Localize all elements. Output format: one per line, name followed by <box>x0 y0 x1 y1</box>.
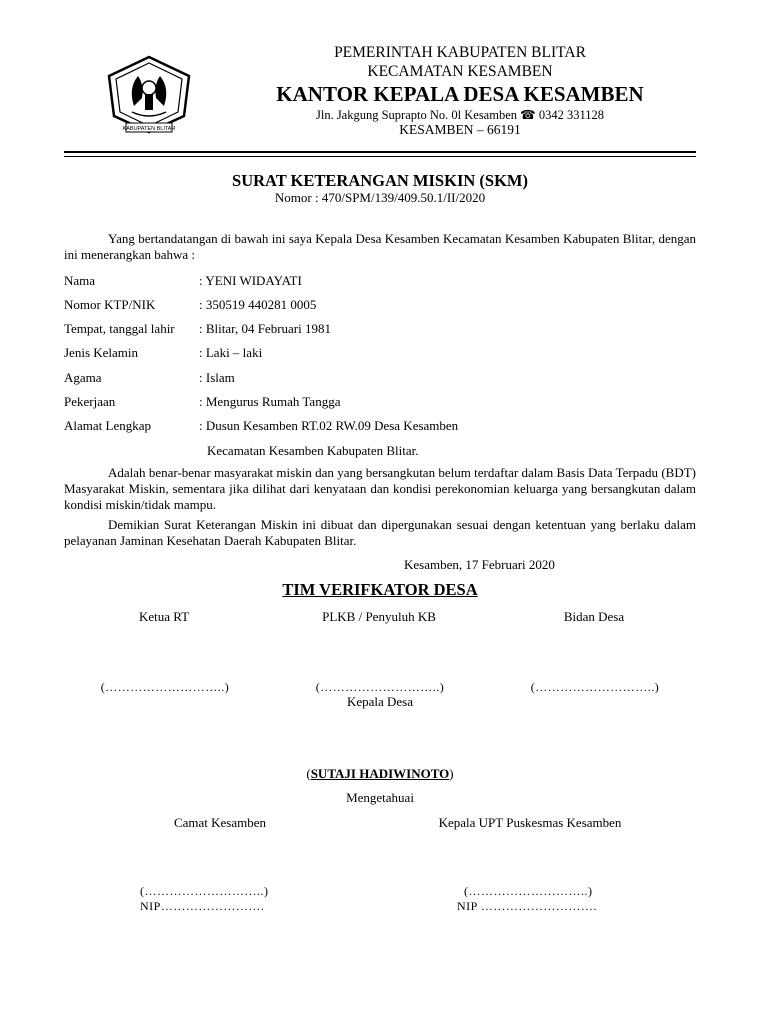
header-government: PEMERINTAH KABUPATEN BLITAR <box>334 44 586 61</box>
field-label-pekerjaan: Pekerjaan <box>64 394 116 409</box>
field-value-pekerjaan: : Mengurus Rumah Tangga <box>199 394 341 409</box>
letter-body-2: Demikian Surat Keterangan Miskin ini dibuat dan dipergunakan sesuai dengan ketentuan yang berlaku dalam pelayanan Jaminan Kesehatan Daerah Kabupaten Blitar. <box>64 517 696 548</box>
field-label-nik: Nomor KTP/NIK <box>64 297 156 312</box>
signature-bidan-desa: (………………………..) <box>530 680 660 694</box>
kepala-desa-name: (SUTAJI HADIWINOTO) <box>306 766 454 781</box>
field-value-alamat-cont: Kecamatan Kesamben Kabupaten Blitar. <box>207 443 419 458</box>
verifikator-title: TIM VERIFKATOR DESA <box>282 580 478 599</box>
header-address: Jln. Jakgung Suprapto No. 0l Kesamben ☎ 0342 331128 <box>315 108 604 122</box>
label-ketua-rt: Ketua RT <box>138 609 190 624</box>
label-plkb: PLKB / Penyuluh KB <box>322 609 436 624</box>
header-rule-thick <box>64 151 696 153</box>
nip-kepala-puskesmas: NIP ………………………. <box>457 899 597 913</box>
field-label-alamat: Alamat Lengkap <box>64 418 151 433</box>
label-camat: Camat Kesamben <box>173 815 267 830</box>
field-label-nama: Nama <box>64 273 96 288</box>
header-office: KANTOR KEPALA DESA KESAMBEN <box>276 82 644 106</box>
letter-intro: Yang bertandatangan di bawah ini saya Kepala Desa Kesamben Kecamatan Kesamben Kabupaten Blitar, dengan ini menerangkan bahwa : <box>64 231 696 262</box>
field-value-gender: : Laki – laki <box>199 345 263 360</box>
field-value-agama: : Islam <box>199 370 235 385</box>
field-label-agama: Agama <box>64 370 102 385</box>
field-label-ttl: Tempat, tanggal lahir <box>64 321 175 336</box>
header-district: KECAMATAN KESAMBEN <box>367 63 553 80</box>
signature-kepala-puskesmas: (………………………..) <box>464 884 593 898</box>
label-bidan-desa: Bidan Desa <box>563 609 625 624</box>
letter-number: Nomor : 470/SPM/139/409.50.1/II/2020 <box>274 190 486 205</box>
header-city-zip: KESAMBEN – 66191 <box>399 122 521 137</box>
kabupaten-blitar-logo <box>104 54 194 138</box>
signature-ketua-rt: (………………………..) <box>100 680 230 694</box>
label-kepala-desa: Kepala Desa <box>346 694 414 709</box>
label-mengetahui: Mengetahuai <box>346 790 414 805</box>
field-value-nama: : YENI WIDAYATI <box>199 273 302 288</box>
letter-body-1: Adalah benar-benar masyarakat miskin dan yang bersangkutan belum terdaftar dalam Basis Data Terpadu (BDT) Masyarakat Miskin, sementara jika dilihat dari kenyataan dan kondisi perekonomian keluarga yang bersangkutan dalam kondisi miskin/tidak mampu. <box>64 465 696 512</box>
label-kepala-puskesmas: Kepala UPT Puskesmas Kesamben <box>438 815 622 830</box>
svg-text:KABUPATEN BLITAR: KABUPATEN BLITAR <box>122 126 176 132</box>
field-value-nik: : 350519 440281 0005 <box>199 297 317 312</box>
header-rule-thin <box>64 156 696 157</box>
signature-camat: (………………………..) <box>140 884 269 898</box>
field-label-gender: Jenis Kelamin <box>64 345 139 360</box>
nip-camat: NIP……………………. <box>140 899 265 913</box>
field-value-ttl: : Blitar, 04 Februari 1981 <box>199 321 331 336</box>
signature-plkb: (………………………..) <box>315 680 445 694</box>
letter-title: SURAT KETERANGAN MISKIN (SKM) <box>232 171 528 190</box>
letter-date: Kesamben, 17 Februari 2020 <box>404 557 555 572</box>
field-value-alamat: : Dusun Kesamben RT.02 RW.09 Desa Kesamben <box>199 418 459 433</box>
